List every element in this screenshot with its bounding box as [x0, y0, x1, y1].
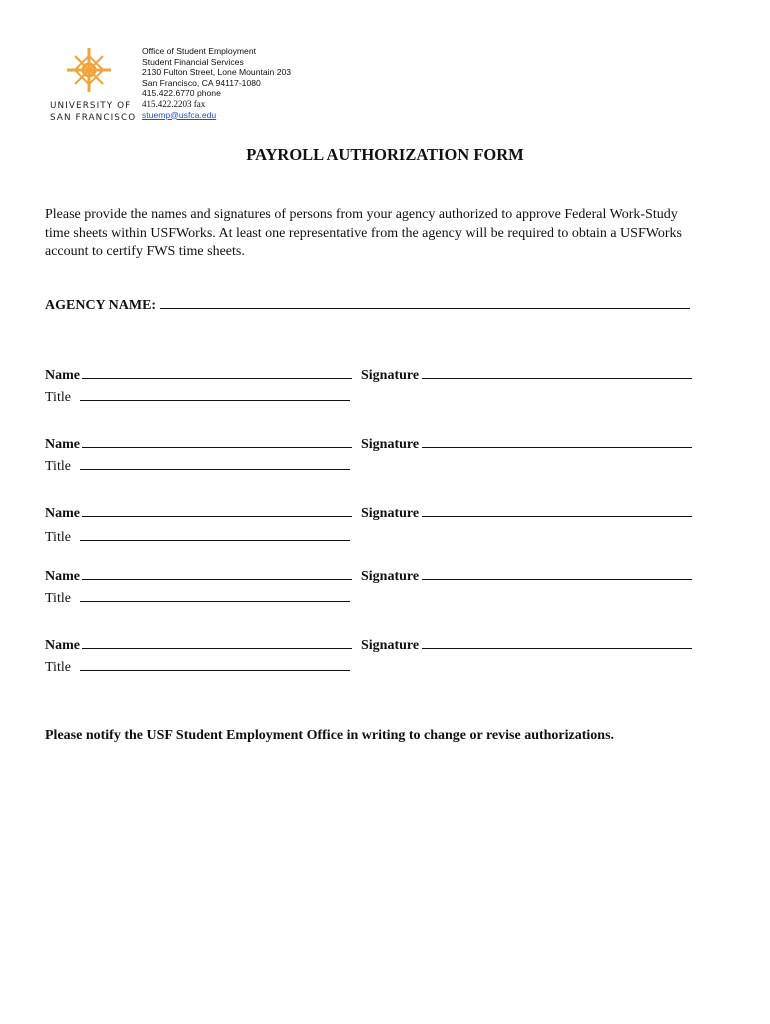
office-line: 415.422.6770 phone — [142, 88, 221, 99]
agency-name-field[interactable] — [160, 293, 690, 309]
office-line: Student Financial Services — [142, 56, 244, 67]
signature-field[interactable] — [422, 565, 692, 580]
office-address — [142, 46, 291, 120]
wordmark-line-1: UNIVERSITY OF — [50, 101, 132, 111]
name-field[interactable] — [82, 634, 352, 649]
signature-label: Signature — [361, 506, 420, 521]
signature-label: Signature — [361, 368, 420, 383]
title-field[interactable] — [80, 386, 350, 401]
title-field[interactable] — [80, 656, 350, 671]
agency-name-row — [45, 293, 690, 314]
intro-paragraph: Please provide the names and signatures of persons from your agency authorized to approve Federal Work-Study time sheets within USFWorks. At least one representative from the agency will be required to obtain a USFWorks account to certify FWS time sheets. — [45, 207, 682, 260]
title-label: Title — [45, 591, 71, 606]
signature-field[interactable] — [422, 364, 692, 379]
name-label: Name — [45, 368, 80, 383]
authorization-entry — [45, 364, 705, 408]
name-label: Name — [45, 638, 80, 653]
title-label: Title — [45, 660, 71, 675]
office-line: 2130 Fulton Street, Lone Mountain 203 — [142, 67, 292, 78]
usf-logo — [44, 46, 137, 123]
authorization-entry — [45, 433, 705, 477]
wordmark-line-2: SAN FRANCISCO — [50, 113, 137, 123]
signature-field[interactable] — [422, 433, 692, 448]
name-label: Name — [45, 506, 80, 521]
name-field[interactable] — [82, 565, 352, 580]
signature-label: Signature — [361, 437, 420, 452]
office-line: San Francisco, CA 94117-1080 — [142, 77, 261, 88]
name-field[interactable] — [82, 433, 352, 448]
title-label: Title — [45, 459, 71, 474]
office-line: Office of Student Employment — [142, 46, 257, 56]
title-field[interactable] — [80, 526, 350, 541]
title-label: Title — [45, 530, 71, 545]
signature-label: Signature — [361, 638, 420, 653]
office-fax: 415.422.2203 fax — [142, 98, 206, 109]
name-label: Name — [45, 569, 80, 584]
title-field[interactable] — [80, 455, 350, 470]
authorization-entry — [45, 634, 705, 678]
university-wordmark — [50, 100, 137, 124]
name-field[interactable] — [82, 502, 352, 517]
authorization-entry — [45, 502, 705, 548]
signature-field[interactable] — [422, 502, 692, 517]
revision-notice: Please notify the USF Student Employment Office in writing to change or revise authorizations. — [45, 728, 615, 743]
name-field[interactable] — [82, 364, 352, 379]
title-label: Title — [45, 390, 71, 405]
authorization-entry — [45, 565, 705, 609]
agency-name-label: AGENCY NAME: — [45, 298, 157, 313]
form-title: PAYROLL AUTHORIZATION FORM — [246, 145, 524, 164]
name-label: Name — [45, 437, 80, 452]
usf-emblem-icon — [65, 46, 113, 94]
title-field[interactable] — [80, 587, 350, 602]
signature-label: Signature — [361, 569, 420, 584]
signature-field[interactable] — [422, 634, 692, 649]
office-email-link[interactable]: stuemp@usfca.edu — [142, 109, 217, 120]
